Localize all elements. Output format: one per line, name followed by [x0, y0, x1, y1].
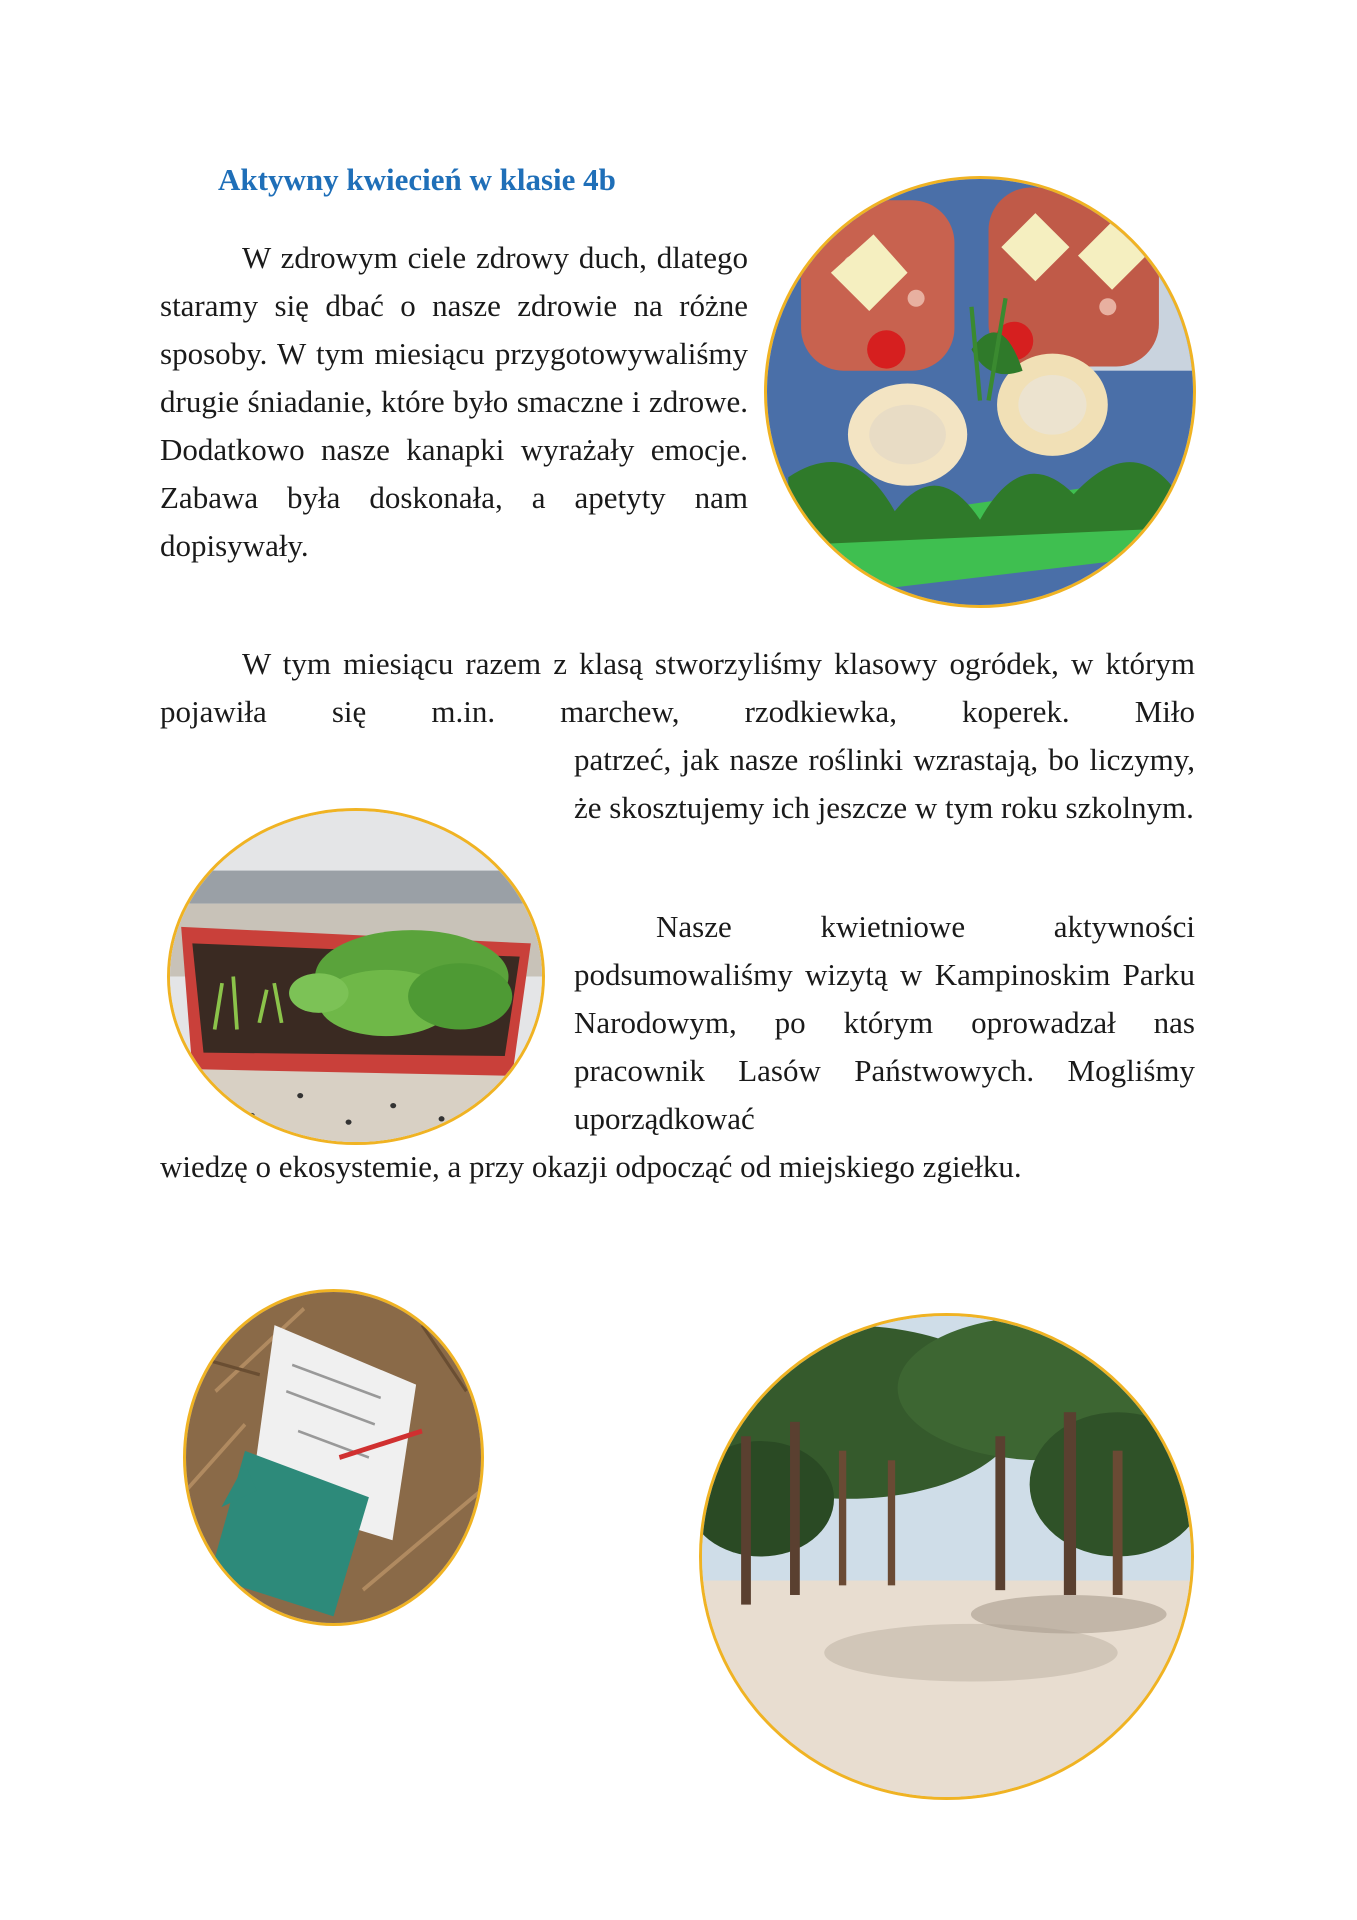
pine-forest-photo [699, 1313, 1194, 1800]
sandwiches-photo [764, 176, 1196, 608]
paragraph-park-visit: Nasze kwietniowe aktywności podsumowaliśmy wizytą w Kampinoskim Parku Narodowym, po którym oprowadzał nas pracownik Lasów Państwowych. Mogliśmy uporządkować [574, 909, 1195, 1136]
paragraph-garden-intro: W tym miesiącu razem z klasą stworzyliśmy klasowy ogródek, w którym pojawiła się m.in. marchew, rzodkiewka, koperek. Miło [160, 646, 1195, 729]
clipboard-photo [183, 1289, 484, 1626]
article-title: Aktywny kwiecień w klasie 4b [218, 162, 616, 197]
paragraph-park-visit-end: wiedzę o ekosystemie, a przy okazji odpocząć od miejskiego zgiełku. [160, 1149, 1022, 1184]
paragraph-breakfast: W zdrowym ciele zdrowy duch, dlatego staramy się dbać o nasze zdrowie na różne sposoby. W tym miesiącu przygotowywaliśmy drugie śniadanie, które było smaczne i zdrowe. Dodatkowo nasze kanapki wyrażały emocje. Zabawa była doskonała, a apetyty nam dopisywały. [160, 240, 748, 563]
paragraph-garden-rest: patrzeć, jak nasze roślinki wzrastają, bo liczymy, że skosztujemy ich jeszcze w tym roku szkolnym. [574, 742, 1195, 825]
classroom-garden-photo [167, 808, 545, 1145]
